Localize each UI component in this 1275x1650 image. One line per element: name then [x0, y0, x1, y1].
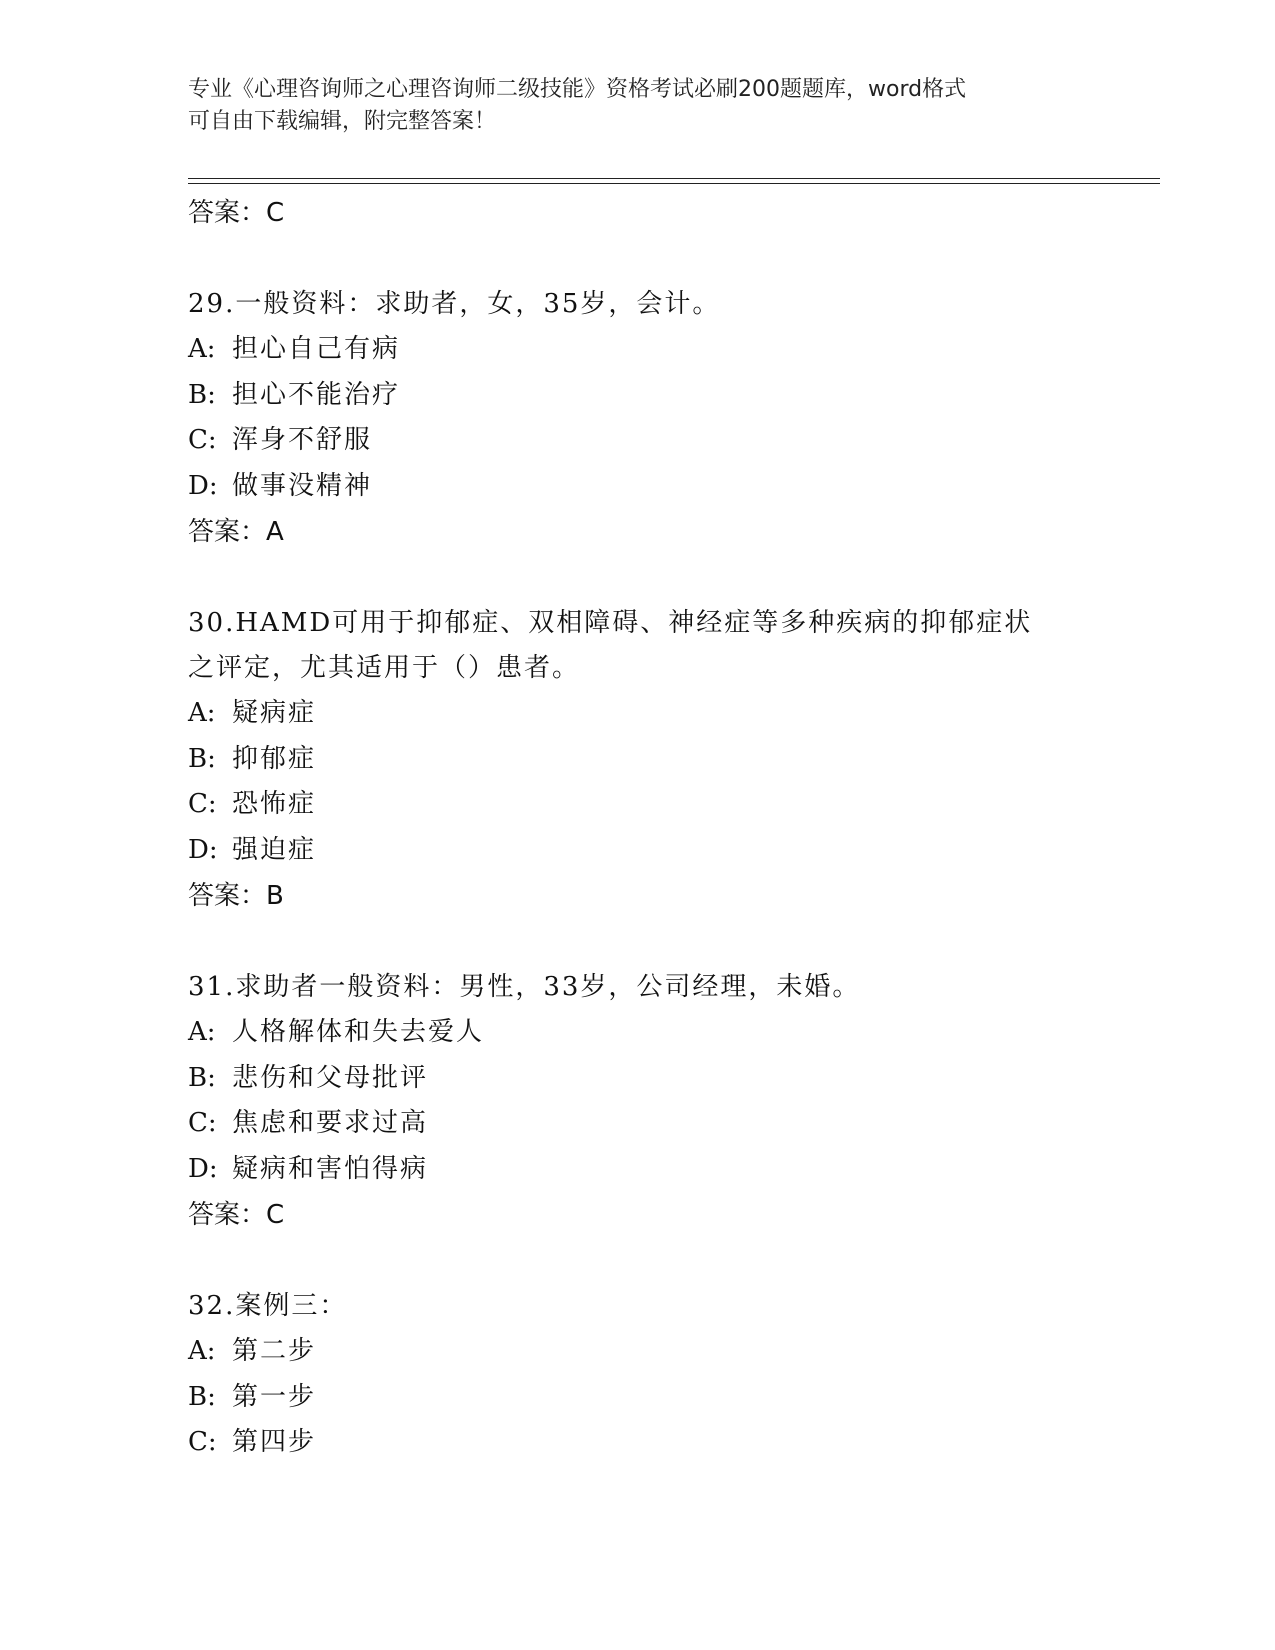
- answer-line: 答案：C: [188, 198, 285, 228]
- option-key: B:: [188, 379, 216, 410]
- option-key: D:: [188, 834, 218, 865]
- option-text: 疑病症: [232, 698, 317, 728]
- question-stem: 30.HAMD可用于抑郁症、双相障碍、神经症等多种疾病的抑郁症状之评定，尤其适用于（）患者。: [188, 608, 1033, 683]
- spacer: [188, 919, 1088, 965]
- header-line-1: 专业《心理咨询师之心理咨询师二级技能》资格考试必刷200题题库，word格式: [188, 77, 967, 102]
- spacer: [188, 555, 1088, 601]
- option-text: 强迫症: [232, 834, 317, 865]
- spacer: [188, 1238, 1088, 1284]
- question-30: [188, 601, 1088, 919]
- option-text: 疑病和害怕得病: [232, 1153, 429, 1184]
- option-key: A:: [188, 698, 216, 728]
- option-d: [188, 464, 1088, 510]
- option-key: C:: [188, 789, 217, 819]
- header-divider-top: [188, 178, 1160, 179]
- option-key: A:: [188, 1336, 216, 1366]
- question-32: [188, 1284, 1088, 1466]
- document-header: [188, 74, 1088, 138]
- option-key: A:: [188, 334, 216, 364]
- answer-line: 答案：B: [188, 881, 284, 911]
- option-text: 担心自己有病: [232, 334, 401, 364]
- option-key: B:: [188, 1381, 216, 1412]
- option-key: D:: [188, 1153, 218, 1184]
- option-text: 第二步: [232, 1336, 317, 1366]
- option-key: D:: [188, 470, 218, 501]
- question-stem: 29.一般资料：求助者，女，35岁，会计。: [188, 289, 721, 319]
- question-list: [188, 190, 1088, 1466]
- option-key: C:: [188, 425, 217, 455]
- option-a: [188, 691, 1088, 737]
- header-line-2: 可自由下载编辑，附完整答案！: [188, 109, 497, 134]
- option-key: C:: [188, 1108, 217, 1138]
- option-text: 焦虑和要求过高: [232, 1108, 429, 1138]
- answer-line: 答案：A: [188, 517, 284, 547]
- option-b: [188, 737, 1088, 783]
- option-b: [188, 373, 1088, 419]
- option-d: [188, 828, 1088, 874]
- question-29: [188, 282, 1088, 555]
- option-text: 第一步: [232, 1381, 317, 1412]
- option-text: 恐怖症: [232, 789, 317, 819]
- option-text: 人格解体和失去爱人: [232, 1017, 485, 1047]
- option-text: 做事没精神: [232, 470, 373, 501]
- option-b: [188, 1375, 1088, 1421]
- question-stem: 31.求助者一般资料：男性，33岁，公司经理，未婚。: [188, 972, 861, 1002]
- spacer: [188, 236, 1088, 282]
- option-c: [188, 1101, 1088, 1147]
- option-c: [188, 418, 1088, 464]
- answer-line: 答案：C: [188, 1200, 285, 1230]
- header-divider-bottom: [188, 183, 1160, 184]
- question-31: [188, 965, 1088, 1238]
- question-stem: 32.案例三：: [188, 1291, 348, 1321]
- option-a: [188, 327, 1088, 373]
- option-key: A:: [188, 1017, 216, 1047]
- option-text: 抑郁症: [232, 743, 317, 774]
- option-a: [188, 1329, 1088, 1375]
- option-c: [188, 782, 1088, 828]
- option-c: [188, 1420, 1088, 1466]
- option-text: 悲伤和父母批评: [232, 1062, 429, 1093]
- option-b: [188, 1056, 1088, 1102]
- option-text: 浑身不舒服: [232, 425, 373, 455]
- option-key: B:: [188, 1062, 216, 1093]
- option-text: 第四步: [232, 1427, 317, 1457]
- option-d: [188, 1147, 1088, 1193]
- option-text: 担心不能治疗: [232, 379, 401, 410]
- option-key: B:: [188, 743, 216, 774]
- option-a: [188, 1010, 1088, 1056]
- option-key: C:: [188, 1427, 217, 1457]
